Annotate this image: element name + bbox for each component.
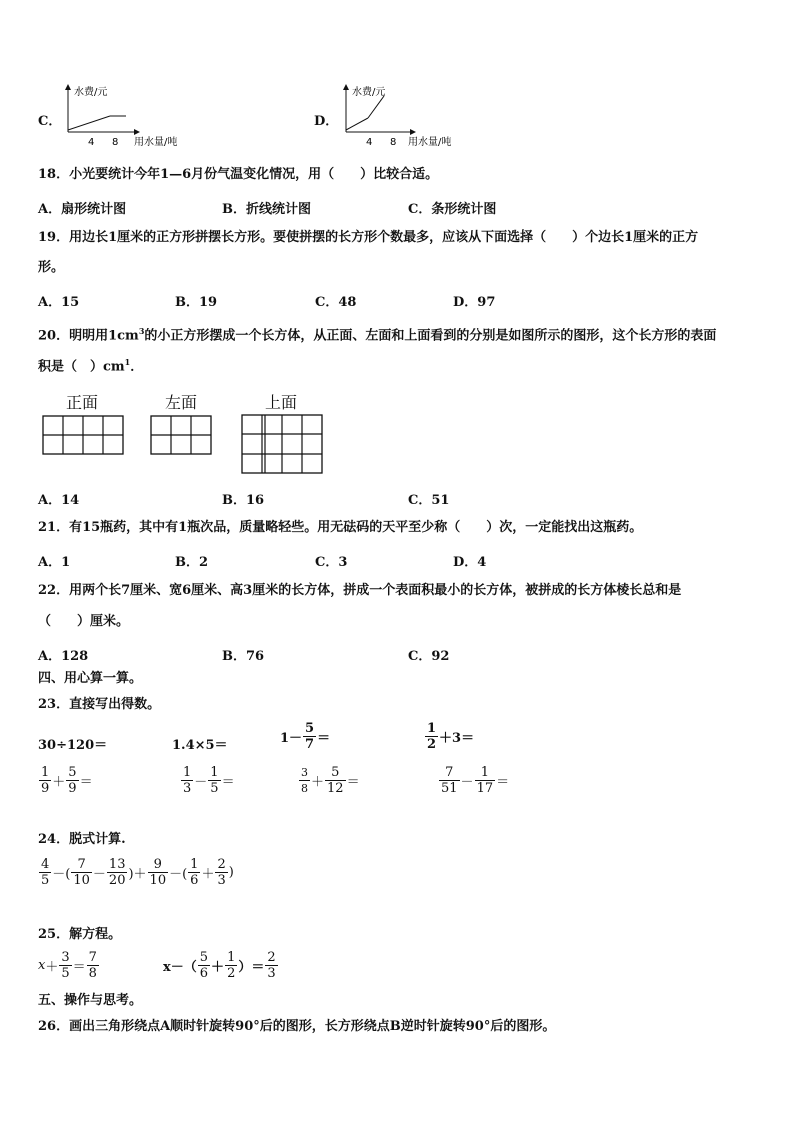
q20-option-a[interactable]: A．14: [38, 493, 80, 508]
q22-option-c[interactable]: C．92: [408, 649, 450, 664]
d-line-2: [368, 96, 384, 118]
q23-expr-5: $\frac{1}{9}$ ＋ $\frac{5}{9}$ ＝: [41, 765, 93, 796]
q23-expr-1: 30÷120＝: [38, 738, 108, 753]
option-d-graph: [340, 82, 480, 148]
q18-text: 18．小光要统计今年1—6月份气温变化情况，用（ ）比较合适。: [38, 167, 439, 182]
option-c-label: C．: [38, 114, 62, 129]
d-line-1: [346, 118, 368, 130]
d-x-label: 用水量/吨: [408, 137, 452, 148]
option-c-graph: [62, 82, 202, 148]
q21-option-d[interactable]: D．4: [453, 555, 487, 570]
q19-option-b[interactable]: B．19: [175, 295, 218, 310]
front-view-label: 正面: [66, 393, 99, 412]
q19-line1: 19．用边长1厘米的正方形拼摆长方形。要使拼摆的长方形个数最多，应该从下面选择（ ）个边长1厘米的正方: [38, 230, 699, 245]
q18-option-a[interactable]: A．扇形统计图: [38, 202, 127, 217]
left-view-grid: [150, 415, 212, 455]
q26-text: 26．画出三角形绕点A顺时针旋转90°后的图形，长方形绕点B逆时针旋转90°后的图形。: [38, 1019, 556, 1034]
d-x-arrow: [410, 129, 416, 135]
d-y-arrow: [343, 84, 349, 90]
c-line-1: [68, 116, 110, 130]
q20-option-b[interactable]: B．16: [222, 493, 265, 508]
q19-option-c[interactable]: C．48: [315, 295, 357, 310]
q18-option-b[interactable]: B．折线统计图: [222, 202, 311, 217]
d-y-label: 水费/元: [352, 87, 386, 98]
q22-option-a[interactable]: A．128: [38, 649, 89, 664]
q19-option-a[interactable]: A．15: [38, 295, 80, 310]
q25-title: 25．解方程。: [38, 927, 122, 942]
q21-option-a[interactable]: A．1: [38, 555, 71, 570]
q21-option-c[interactable]: C．3: [315, 555, 348, 570]
q22-line1: 22．用两个长7厘米、宽6厘米、高3厘米的长方体，拼成一个表面积最小的长方体，被拼成的长方体棱长总和是: [38, 583, 682, 598]
c-y-label: 水费/元: [74, 87, 108, 98]
c-y-arrow: [65, 84, 71, 90]
q18-option-c[interactable]: C．条形统计图: [408, 202, 497, 217]
q25-equation-2: x－（ $\frac{5}{6}$ ＋ $\frac{1}{2}$ ）＝ $\frac{2}{3}$: [163, 950, 276, 981]
q23-title: 23．直接写出得数。: [38, 697, 161, 712]
q20-line1: 20．明明用$1cm^3$的小正方形摆成一个长方体，从正面、左面和上面看到的分别是如图所示的图形，这个长方形的表面: [38, 326, 717, 344]
q19-line2: 形。: [38, 260, 65, 275]
q20-line2: 积是（ ）$cm^1$．: [38, 357, 144, 375]
q23-expr-4: $\frac{1}{2}$ ＋3＝: [427, 721, 475, 752]
left-view-label: 左面: [165, 393, 198, 412]
q21-text: 21．有15瓶药，其中有1瓶次品，质量略轻些。用无砝码的天平至少称（ ）次，一定能找出这瓶药。: [38, 520, 643, 535]
q23-expr-7: $\frac{3}{8}$ ＋ $\frac{5}{12}$ ＝: [301, 765, 360, 796]
q23-expr-8: $\frac{7}{51}$ － $\frac{1}{17}$ ＝: [441, 765, 510, 796]
q23-expr-2: 1.4×5＝: [172, 738, 228, 753]
q22-line2: （ ）厘米。: [38, 614, 130, 629]
q25-equation-1: x ＋ $\frac{3}{5}$ ＝ $\frac{7}{8}$: [38, 950, 97, 981]
top-view-grid: [241, 414, 323, 474]
c-tick-4: 4: [88, 137, 95, 148]
d-tick-4: 4: [366, 137, 373, 148]
q23-expr-3: 1－ $\frac{5}{7}$ ＝: [280, 721, 331, 752]
option-d-label: D．: [314, 114, 339, 129]
section-4-heading: 四、用心算一算。: [38, 671, 143, 686]
top-view-label: 上面: [265, 393, 298, 412]
q23-expr-6: $\frac{1}{3}$ － $\frac{1}{5}$ ＝: [183, 765, 235, 796]
c-x-label: 用水量/吨: [134, 137, 178, 148]
q21-option-b[interactable]: B．2: [175, 555, 209, 570]
d-tick-8: 8: [390, 137, 397, 148]
section-5-heading: 五、操作与思考。: [38, 993, 143, 1008]
front-view-grid: [42, 415, 124, 455]
q22-option-b[interactable]: B．76: [222, 649, 265, 664]
c-x-arrow: [134, 129, 140, 135]
c-tick-8: 8: [112, 137, 119, 148]
q24-expression: $\frac{4}{5}$ －( $\frac{7}{10}$ － $\frac{13}{20}$ )＋ $\frac{9}{10}$ －( $\frac{1}{6}$ ＋ $\frac{2}{3}$ ): [41, 857, 234, 888]
q19-option-d[interactable]: D．97: [453, 295, 496, 310]
q24-title: 24．脱式计算.: [38, 832, 126, 847]
q20-option-c[interactable]: C．51: [408, 493, 450, 508]
